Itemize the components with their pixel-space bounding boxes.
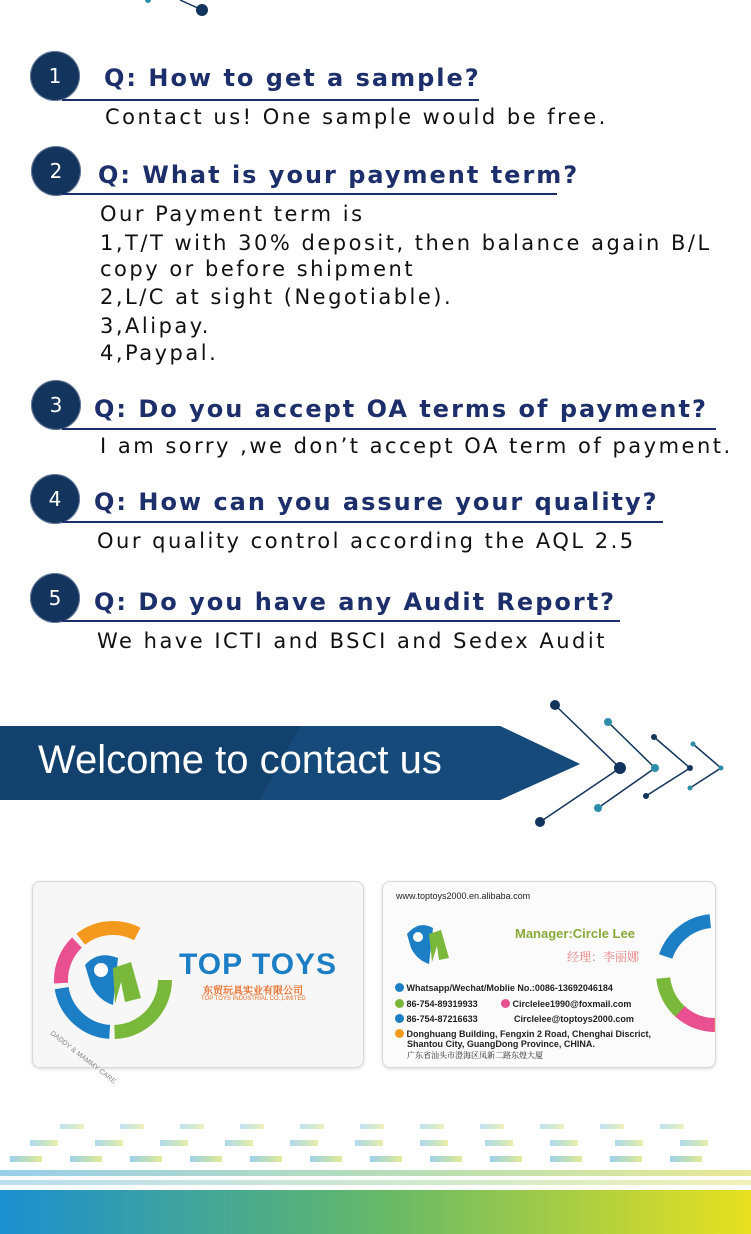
- faq-answer-5: We have ICTI and BSCI and Sedex Audit: [97, 629, 607, 653]
- card-brand-name: TOP TOYS: [179, 948, 338, 981]
- faq-question-3: Q: Do you accept OA terms of payment?: [94, 395, 708, 423]
- faq-answer-2-line-1: Our Payment term is: [100, 202, 365, 226]
- card-ring-text: DADDY & MAMMY CARE: [48, 1030, 117, 1086]
- faq-answer-2-line-6: 4,Paypal.: [100, 341, 219, 365]
- top-decoration: [120, 0, 230, 22]
- faq-answer-2-line-2: 1,T/T with 30% deposit, then balance again B/L: [100, 231, 712, 255]
- fax-icon: [395, 1014, 404, 1023]
- card-address-2: Shantou City, GuangDong Province, CHINA.: [407, 1039, 595, 1049]
- card-email-2: Circlelee@toptoys2000.com: [514, 1014, 634, 1024]
- card-address-1-text: Donghuang Building, Fengxin 2 Road, Chenghai Discrict,: [406, 1029, 652, 1039]
- faq-number-2: 2: [31, 146, 81, 196]
- faq-number-5: 5: [30, 573, 80, 623]
- card-address-1: [395, 1029, 651, 1039]
- faq-underline-3: [62, 428, 716, 430]
- card-color-ring-icon: [645, 908, 715, 1038]
- top-toys-logo-icon: [43, 910, 183, 1050]
- card-phone-2: [395, 1014, 478, 1024]
- business-card-front: [32, 881, 364, 1086]
- business-card-back: [382, 881, 716, 1068]
- card-address-cn: 广东省汕头市澄海区凤新二路东煌大厦: [407, 1051, 543, 1060]
- faq-question-5: Q: Do you have any Audit Report?: [94, 588, 617, 616]
- faq-underline-4: [62, 521, 663, 523]
- banner-title: Welcome to contact us: [38, 738, 442, 782]
- card-email-1: [501, 999, 631, 1009]
- faq-question-1: Q: How to get a sample?: [104, 64, 481, 92]
- faq-underline-2: [62, 193, 557, 195]
- faq-answer-2-line-5: 3,Alipay.: [100, 314, 211, 338]
- card-phone-2-text: 86-754-87216633: [406, 1014, 478, 1024]
- faq-answer-2-line-3: copy or before shipment: [100, 257, 416, 281]
- card-logo-icon: [399, 912, 459, 972]
- faq-answer-4: Our quality control according the AQL 2.5: [97, 529, 636, 553]
- card-website: www.toptoys2000.en.alibaba.com: [396, 891, 531, 901]
- email-icon: [501, 999, 510, 1008]
- faq-answer-2-line-4: 2,L/C at sight (Negotiable).: [100, 285, 454, 309]
- faq-underline-5: [62, 620, 620, 622]
- card-phone-1: [395, 999, 478, 1009]
- whatsapp-icon: [395, 983, 404, 992]
- card-whatsapp: [395, 983, 613, 993]
- faq-answer-3: I am sorry ,we don’t accept OA term of payment.: [100, 434, 733, 458]
- card-company-name: TOP TOYS INDUSTRIAL CO.,LIMITED: [201, 996, 306, 1002]
- card-manager-cn: 经理：李丽娜: [567, 950, 640, 964]
- faq-question-2: Q: What is your payment term?: [98, 161, 580, 189]
- phone-icon: [395, 999, 404, 1008]
- card-phone-1-text: 86-754-89319933: [406, 999, 478, 1009]
- faq-number-3: 3: [31, 380, 81, 430]
- faq-question-4: Q: How can you assure your quality?: [94, 488, 659, 516]
- card-manager: Manager:Circle Lee: [515, 926, 635, 941]
- faq-number-4: 4: [30, 474, 80, 524]
- faq-number-1: 1: [30, 51, 80, 101]
- card-chinese-name: 东贸玩具实业有限公司: [203, 986, 303, 997]
- faq-answer-1: Contact us! One sample would be free.: [105, 105, 608, 129]
- location-icon: [395, 1029, 404, 1038]
- card-whatsapp-text: Whatsapp/Wechat/Moblie No.:0086-13692046184: [406, 983, 613, 993]
- footer-decoration: [0, 1120, 751, 1234]
- card-email-1-text: Circlelee1990@foxmail.com: [512, 999, 632, 1009]
- faq-underline-1: [62, 99, 479, 101]
